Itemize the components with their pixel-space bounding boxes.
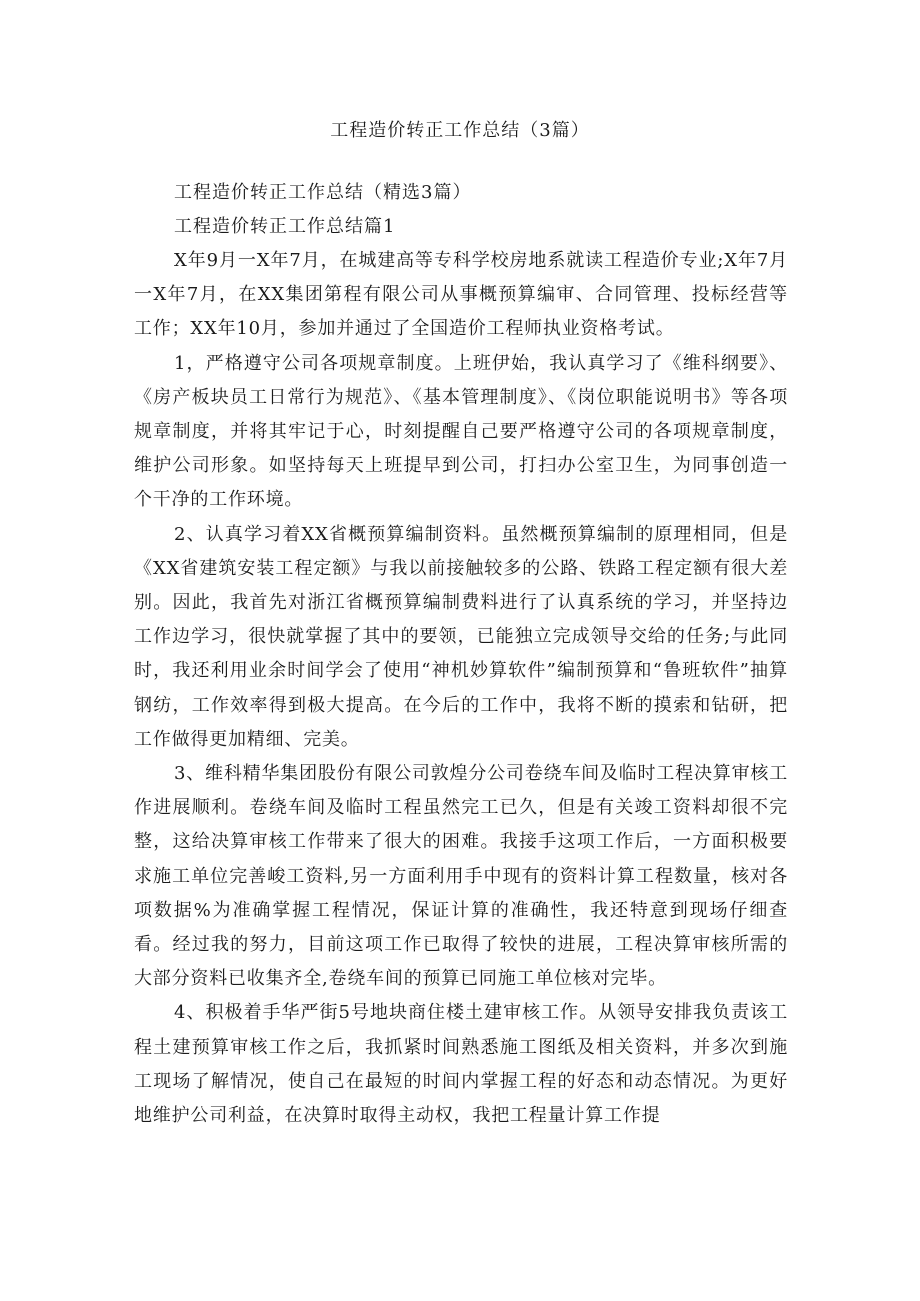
document-subtitle: 工程造价转正工作总结（精选3篇）	[174, 182, 472, 203]
paragraph-item-3: 3、维科精华集团股份有限公司敦煌分公司卷绕车间及临时工程决算审核工作进展顺利。卷绕车间及临时工程虽然完工已久，但是有关竣工资料却很不完整，这给决算审核工作带来了很大的困难。我接手这项工作后，一方面积极要求施工单位完善峻工资料,另一方面利用手中现有的资料计算工程数量，核对各项数据%为准确掌握工程情况，保证计算的准确性，我还特意到现场仔细查看。经过我的努力，目前这项工作已取得了较快的进展，工程决算审核所需的大部分资料已收集齐全,卷绕车间的预算已同施工单位核对完毕。	[134, 763, 788, 990]
paragraph-intro: X年9月一X年7月，在城建高等专科学校房地系就读工程造价专业;X年7月一X年7月，在XX集团第程有限公司从事概预算编审、合同管理、投标经营等工作；XX年10月，参加并通过了全国造价工程师执业资格考试。	[134, 250, 788, 340]
section-heading: 工程造价转正工作总结篇1	[174, 216, 396, 237]
document-body	[134, 176, 788, 1133]
paragraph-item-4: 4、积极着手华严街5号地块商住楼土建审核工作。从领导安排我负责该工程土建预算审核工作之后，我抓紧时间熟悉施工图纸及相关资料，并多次到施工现场了解情况，使自己在最短的时间内掌握工程的好态和动态情况。为更好地维护公司利益，在决算时取得主动权，我把工程量计算工作提	[134, 1002, 788, 1127]
document-title: 工程造价转正工作总结（3篇）	[330, 120, 590, 141]
paragraph-item-2: 2、认真学习着XX省概预算编制资料。虽然概预算编制的原理相同，但是《XX省建筑安装工程定额》与我以前接触较多的公路、铁路工程定额有很大差别。因此，我首先对浙江省概预算编制费料进行了认真系统的学习，并坚持边工作边学习，很快就掌握了其中的要领，已能独立完成领导交给的任务;与此同时，我还利用业余时间学会了使用“神机妙算软件”编制预算和“鲁班软件”抽算钢纺，工作效率得到极大提高。在今后的工作中，我将不断的摸索和钻研，把工作做得更加精细、完美。	[134, 523, 788, 750]
paragraph-item-1: 1，严格遵守公司各项规章制度。上班伊始，我认真学习了《维科纲要》、《房产板块员工日常行为规范》、《基本管理制度》、《岗位职能说明书》等各项规章制度，并将其牢记于心，时刻提醒自己要严格遵守公司的各项规章制度，维护公司形象。如坚持每天上班提早到公司，打扫办公室卫生，为同事创造一个干净的工作环境。	[134, 352, 788, 511]
